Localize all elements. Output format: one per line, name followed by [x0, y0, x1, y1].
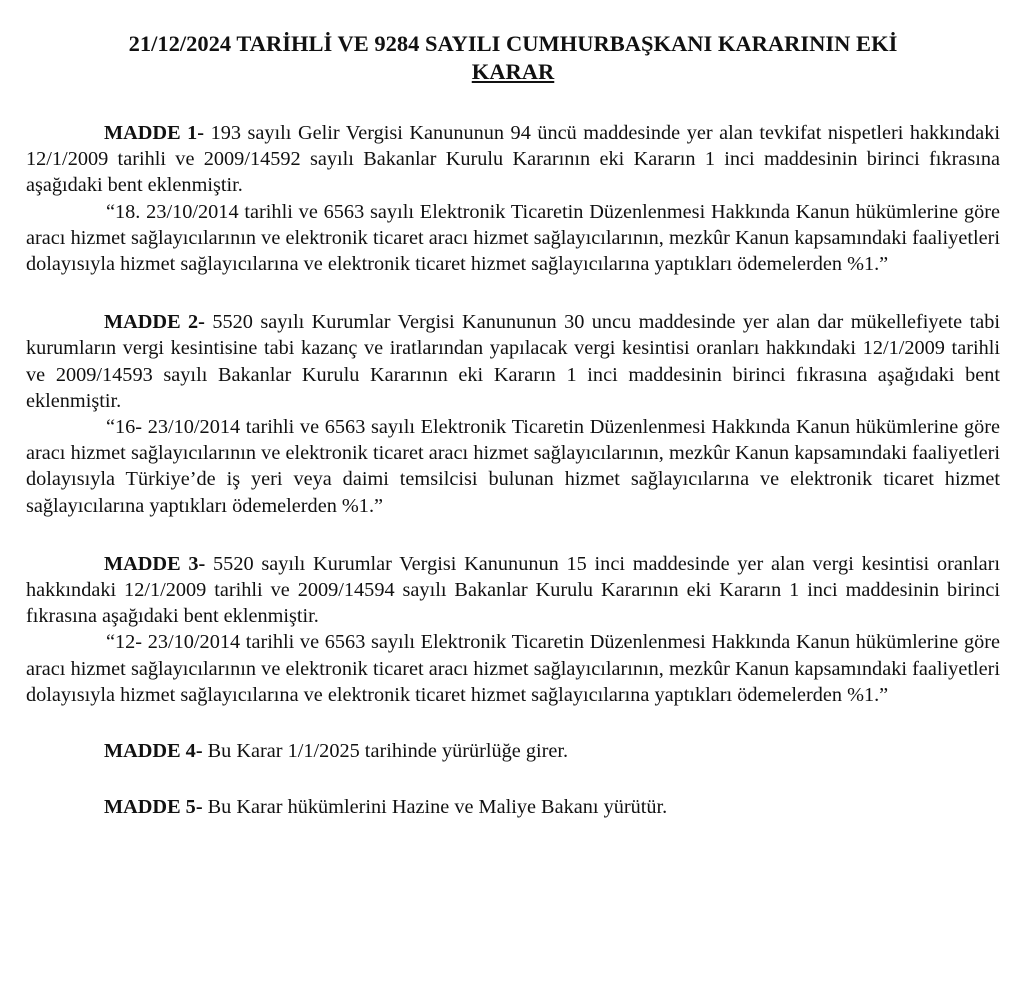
article-1	[26, 120, 1000, 277]
article-3-paragraph	[26, 551, 1000, 630]
article-4-paragraph	[26, 738, 1000, 764]
article-4-label: MADDE 4-	[104, 740, 203, 763]
document-title	[26, 30, 1000, 86]
article-5-text: Bu Karar hükümlerini Hazine ve Maliye Bakanı yürütür.	[207, 796, 668, 819]
article-5	[26, 794, 1000, 820]
article-5-paragraph	[26, 794, 1000, 820]
article-2-paragraph	[26, 309, 1000, 414]
article-1-quote: “18. 23/10/2014 tarihli ve 6563 sayılı Elektronik Ticaretin Düzenlenmesi Hakkında Kanun hükümlerine göre aracı hizmet sağlayıcılarının ve elektronik ticaret aracı hizmet sağlayıcılarının, mezkûr Kanun kapsamındaki faaliyetleri dolayısıyla hizmet sağlayıcılarına ve elektronik ticaret hizmet sağlayıcılarına yaptıkları ödemelerden %1.”	[26, 200, 1000, 276]
title-line-1: 21/12/2024 TARİHLİ VE 9284 SAYILI CUMHURBAŞKANI KARARININ EKİ	[128, 31, 898, 56]
article-4-text: Bu Karar 1/1/2025 tarihinde yürürlüğe girer.	[207, 740, 569, 763]
article-1-text: 193 sayılı Gelir Vergisi Kanununun 94 üncü maddesinde yer alan tevkifat nispetleri hakkındaki 12/1/2009 tarihli ve 2009/14592 sayılı Bakanlar Kurulu Kararının eki Kararın 1 inci maddesinin birinci fıkrasına aşağıdaki bent eklenmiştir.	[26, 122, 1000, 197]
article-2-text: 5520 sayılı Kurumlar Vergisi Kanununun 30 uncu maddesinde yer alan dar mükellefiyete tabi kurumların vergi kesintisine tabi kazanç ve iratlarından yapılacak vergi kesintisi oranları hakkındaki 12/1/2009 tarihli ve 2009/14593 sayılı Bakanlar Kurulu Kararının eki Kararın 1 inci maddesinin birinci fıkrasına aşağıdaki bent eklenmiştir.	[26, 311, 1001, 412]
article-3-text: 5520 sayılı Kurumlar Vergisi Kanununun 15 inci maddesinde yer alan vergi kesintisi oranları hakkındaki 12/1/2009 tarihli ve 2009/14594 sayılı Bakanlar Kurulu Kararının eki Kararın 1 inci maddesinin birinci fıkrasına aşağıdaki bent eklenmiştir.	[26, 552, 1001, 628]
article-2	[26, 309, 1000, 519]
article-2-label: MADDE 2-	[104, 311, 205, 334]
article-5-label: MADDE 5-	[104, 796, 203, 819]
article-1-label: MADDE 1-	[104, 122, 205, 144]
article-3-quote: “12- 23/10/2014 tarihli ve 6563 sayılı Elektronik Ticaretin Düzenlenmesi Hakkında Kanun hükümlerine göre aracı hizmet sağlayıcılarının ve elektronik ticaret aracı hizmet sağlayıcılarının, mezkûr Kanun kapsamındaki faaliyetleri dolayısıyla hizmet sağlayıcılarına ve elektronik ticaret hizmet sağlayıcılarına yaptıkları ödemelerden %1.”	[26, 631, 1000, 706]
article-3-label: MADDE 3-	[104, 552, 206, 575]
article-4	[26, 738, 1000, 764]
article-3	[26, 551, 1000, 708]
title-line-2: KARAR	[471, 59, 555, 84]
article-1-paragraph	[26, 120, 1000, 199]
article-2-quote: “16- 23/10/2014 tarihli ve 6563 sayılı Elektronik Ticaretin Düzenlenmesi Hakkında Kanun hükümlerine göre aracı hizmet sağlayıcılarının ve elektronik ticaret aracı hizmet sağlayıcılarının, mezkûr Kanun kapsamındaki faaliyetleri dolayısıyla Türkiye’de iş yeri veya daimi temsilcisi bulunan hizmet sağlayıcılarına ve elektronik ticaret hizmet sağlayıcılarına yaptıkları ödemelerden %1.”	[26, 416, 1000, 517]
